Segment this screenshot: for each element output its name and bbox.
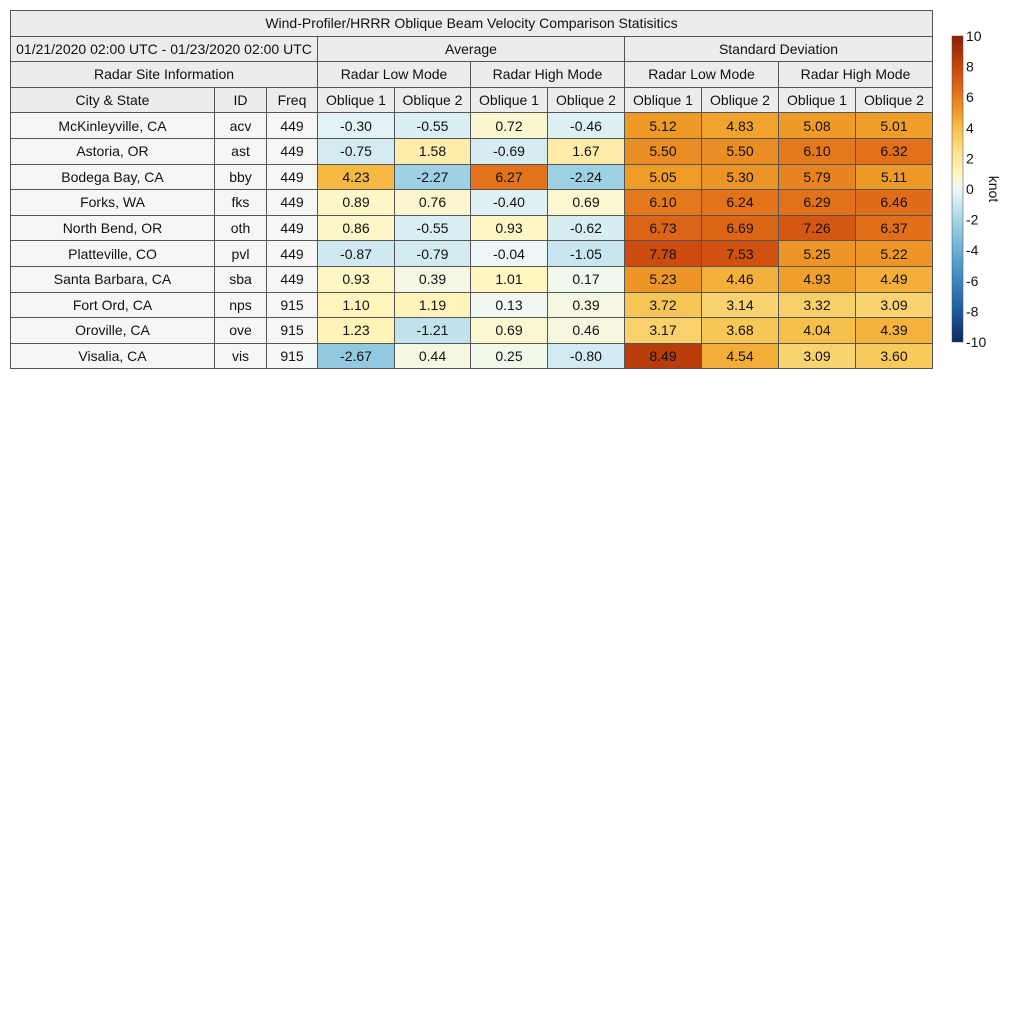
value-cell: 6.73 <box>625 215 702 241</box>
site-freq-cell: 915 <box>267 292 318 318</box>
table-row <box>11 113 933 139</box>
column-header: Oblique 2 <box>702 87 779 113</box>
column-header-row <box>11 87 933 113</box>
site-freq-cell: 449 <box>267 241 318 267</box>
site-id-cell: vis <box>215 343 267 369</box>
value-cell: 1.01 <box>471 266 548 292</box>
std-high-mode-header: Radar High Mode <box>779 62 933 88</box>
column-header: Freq <box>267 87 318 113</box>
value-cell: 1.58 <box>395 138 471 164</box>
value-cell: -2.27 <box>395 164 471 190</box>
value-cell: -0.87 <box>318 241 395 267</box>
value-cell: 0.25 <box>471 343 548 369</box>
site-id-cell: bby <box>215 164 267 190</box>
value-cell: 6.10 <box>779 138 856 164</box>
column-header: Oblique 1 <box>625 87 702 113</box>
value-cell: -1.21 <box>395 318 471 344</box>
site-freq-cell: 449 <box>267 164 318 190</box>
value-cell: 4.39 <box>856 318 933 344</box>
value-cell: 6.29 <box>779 190 856 216</box>
value-cell: 4.46 <box>702 266 779 292</box>
colorbar-tick-label: -6 <box>966 272 979 289</box>
value-cell: 3.09 <box>779 343 856 369</box>
value-cell: 1.10 <box>318 292 395 318</box>
column-header: Oblique 2 <box>395 87 471 113</box>
table-row <box>11 343 933 369</box>
site-info-header: Radar Site Information <box>11 62 318 88</box>
value-cell: 0.93 <box>318 266 395 292</box>
site-freq-cell: 449 <box>267 138 318 164</box>
value-cell: 3.17 <box>625 318 702 344</box>
table-row <box>11 164 933 190</box>
value-cell: 0.93 <box>471 215 548 241</box>
value-cell: -2.67 <box>318 343 395 369</box>
std-group-header: Standard Deviation <box>625 36 933 62</box>
site-name-cell: Fort Ord, CA <box>11 292 215 318</box>
colorbar-tick-label: -4 <box>966 242 979 259</box>
date-range: 01/21/2020 02:00 UTC - 01/23/2020 02:00 UTC <box>11 36 318 62</box>
value-cell: -0.30 <box>318 113 395 139</box>
value-cell: 4.49 <box>856 266 933 292</box>
column-header: City & State <box>11 87 215 113</box>
value-cell: 1.67 <box>548 138 625 164</box>
value-cell: 5.25 <box>779 241 856 267</box>
site-name-cell: McKinleyville, CA <box>11 113 215 139</box>
value-cell: 0.44 <box>395 343 471 369</box>
site-id-cell: fks <box>215 190 267 216</box>
table-row <box>11 318 933 344</box>
avg-high-mode-header: Radar High Mode <box>471 62 625 88</box>
value-cell: 3.32 <box>779 292 856 318</box>
value-cell: 7.78 <box>625 241 702 267</box>
site-freq-cell: 449 <box>267 113 318 139</box>
value-cell: 6.27 <box>471 164 548 190</box>
value-cell: 3.72 <box>625 292 702 318</box>
value-cell: -1.05 <box>548 241 625 267</box>
value-cell: -0.55 <box>395 113 471 139</box>
column-header: Oblique 1 <box>779 87 856 113</box>
colorbar <box>951 28 1021 358</box>
value-cell: 3.14 <box>702 292 779 318</box>
value-cell: 5.11 <box>856 164 933 190</box>
site-freq-cell: 449 <box>267 215 318 241</box>
colorbar-unit-label: knot <box>986 175 1002 203</box>
site-id-cell: nps <box>215 292 267 318</box>
value-cell: 6.37 <box>856 215 933 241</box>
value-cell: 6.69 <box>702 215 779 241</box>
site-name-cell: Bodega Bay, CA <box>11 164 215 190</box>
value-cell: 0.39 <box>395 266 471 292</box>
value-cell: 3.09 <box>856 292 933 318</box>
site-freq-cell: 915 <box>267 343 318 369</box>
value-cell: -0.04 <box>471 241 548 267</box>
value-cell: 5.23 <box>625 266 702 292</box>
table-row <box>11 190 933 216</box>
value-cell: 5.50 <box>625 138 702 164</box>
site-name-cell: North Bend, OR <box>11 215 215 241</box>
value-cell: 3.68 <box>702 318 779 344</box>
table-row <box>11 292 933 318</box>
colorbar-tick-label: 6 <box>966 89 974 106</box>
column-header: Oblique 2 <box>856 87 933 113</box>
value-cell: 4.93 <box>779 266 856 292</box>
site-id-cell: ove <box>215 318 267 344</box>
value-cell: 4.54 <box>702 343 779 369</box>
avg-low-mode-header: Radar Low Mode <box>318 62 471 88</box>
value-cell: 6.24 <box>702 190 779 216</box>
value-cell: 4.04 <box>779 318 856 344</box>
table-row <box>11 266 933 292</box>
value-cell: -0.75 <box>318 138 395 164</box>
colorbar-tick-label: -10 <box>966 334 987 350</box>
value-cell: -0.62 <box>548 215 625 241</box>
value-cell: 5.05 <box>625 164 702 190</box>
column-header: Oblique 2 <box>548 87 625 113</box>
value-cell: -0.40 <box>471 190 548 216</box>
value-cell: 5.50 <box>702 138 779 164</box>
value-cell: 0.86 <box>318 215 395 241</box>
site-name-cell: Oroville, CA <box>11 318 215 344</box>
table-row <box>11 215 933 241</box>
value-cell: 5.08 <box>779 113 856 139</box>
value-cell: 1.23 <box>318 318 395 344</box>
table-row <box>11 241 933 267</box>
value-cell: -0.80 <box>548 343 625 369</box>
value-cell: 0.76 <box>395 190 471 216</box>
value-cell: 0.13 <box>471 292 548 318</box>
value-cell: 0.46 <box>548 318 625 344</box>
value-cell: 7.53 <box>702 241 779 267</box>
colorbar-tick-label: -8 <box>966 303 979 320</box>
value-cell: 7.26 <box>779 215 856 241</box>
colorbar-tick-label: 0 <box>966 181 974 197</box>
value-cell: 0.69 <box>471 318 548 344</box>
value-cell: 4.23 <box>318 164 395 190</box>
site-id-cell: pvl <box>215 241 267 267</box>
value-cell: 0.72 <box>471 113 548 139</box>
colorbar-tick-label: 8 <box>966 58 974 75</box>
colorbar-gradient <box>952 36 963 342</box>
site-freq-cell: 449 <box>267 266 318 292</box>
colorbar-tick-label: 2 <box>966 150 974 167</box>
colorbar-tick-label: 4 <box>966 119 974 136</box>
value-cell: -0.55 <box>395 215 471 241</box>
site-name-cell: Visalia, CA <box>11 343 215 369</box>
stats-table <box>10 10 933 369</box>
value-cell: 5.01 <box>856 113 933 139</box>
column-header: ID <box>215 87 267 113</box>
site-id-cell: acv <box>215 113 267 139</box>
value-cell: 0.17 <box>548 266 625 292</box>
value-cell: -0.69 <box>471 138 548 164</box>
value-cell: 6.32 <box>856 138 933 164</box>
value-cell: 0.89 <box>318 190 395 216</box>
site-name-cell: Forks, WA <box>11 190 215 216</box>
site-name-cell: Santa Barbara, CA <box>11 266 215 292</box>
column-header: Oblique 1 <box>471 87 548 113</box>
std-low-mode-header: Radar Low Mode <box>625 62 779 88</box>
value-cell: -0.79 <box>395 241 471 267</box>
colorbar-tick-label: 10 <box>966 28 982 44</box>
site-id-cell: sba <box>215 266 267 292</box>
site-freq-cell: 915 <box>267 318 318 344</box>
value-cell: 5.12 <box>625 113 702 139</box>
site-id-cell: oth <box>215 215 267 241</box>
value-cell: 1.19 <box>395 292 471 318</box>
value-cell: 8.49 <box>625 343 702 369</box>
table-row <box>11 138 933 164</box>
site-name-cell: Astoria, OR <box>11 138 215 164</box>
value-cell: 3.60 <box>856 343 933 369</box>
value-cell: 4.83 <box>702 113 779 139</box>
value-cell: 5.22 <box>856 241 933 267</box>
table-body <box>11 113 933 369</box>
value-cell: 5.30 <box>702 164 779 190</box>
value-cell: 6.46 <box>856 190 933 216</box>
value-cell: 0.39 <box>548 292 625 318</box>
value-cell: 6.10 <box>625 190 702 216</box>
site-freq-cell: 449 <box>267 190 318 216</box>
site-name-cell: Platteville, CO <box>11 241 215 267</box>
value-cell: -2.24 <box>548 164 625 190</box>
table-title: Wind-Profiler/HRRR Oblique Beam Velocity Comparison Statisitics <box>11 11 933 37</box>
colorbar-tick-label: -2 <box>966 211 979 228</box>
average-group-header: Average <box>318 36 625 62</box>
value-cell: -0.46 <box>548 113 625 139</box>
site-id-cell: ast <box>215 138 267 164</box>
column-header: Oblique 1 <box>318 87 395 113</box>
value-cell: 0.69 <box>548 190 625 216</box>
value-cell: 5.79 <box>779 164 856 190</box>
